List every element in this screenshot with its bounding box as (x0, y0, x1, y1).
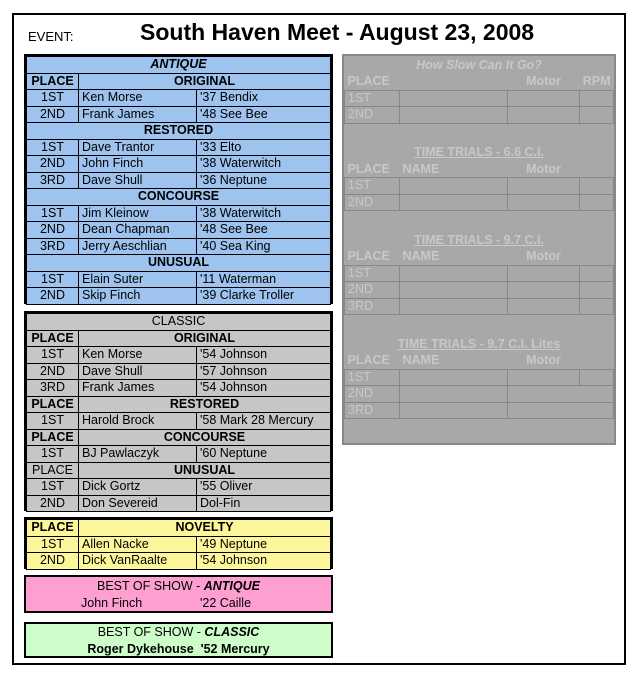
table-row (27, 553, 331, 570)
place-header: PLACE (27, 73, 79, 90)
tt66-place-header: PLACE (345, 162, 400, 178)
best-classic-winner-line (26, 641, 331, 658)
place-cell: 1ST (27, 446, 79, 463)
place-cell: 1ST (27, 347, 79, 364)
motor-cell: '48 See Bee (197, 222, 331, 239)
place-cell: 2ND (27, 553, 79, 570)
tt97-name-header: NAME (400, 249, 508, 265)
tt97-title: TIME TRIALS - 9.7 C.I. (345, 231, 614, 249)
motor-cell: '60 Neptune (197, 446, 331, 463)
motor-cell: '40 Sea King (197, 238, 331, 255)
place-cell: 1ST (345, 369, 400, 386)
place-cell: 1ST (27, 139, 79, 156)
place-cell: 3RD (345, 402, 400, 419)
table-row (27, 90, 331, 107)
table-row (27, 156, 331, 173)
table-row (27, 479, 331, 496)
place-header: PLACE (27, 520, 79, 537)
place-cell: 3RD (27, 238, 79, 255)
tt97l-title: TIME TRIALS - 9.7 C.I. Lites (345, 335, 614, 353)
name-cell: Ken Morse (79, 347, 197, 364)
place-cell: 2ND (27, 288, 79, 305)
motor-cell: '39 Clarke Troller (197, 288, 331, 305)
place-header: PLACE (27, 462, 79, 479)
name-cell: Jim Kleinow (79, 205, 197, 222)
place-cell: 1ST (27, 205, 79, 222)
table-row (27, 238, 331, 255)
place-cell: 2ND (345, 386, 400, 403)
best-antique-heading: BEST OF SHOW - ANTIQUE (97, 579, 260, 593)
place-cell: 2ND (27, 363, 79, 380)
name-cell: Dave Shull (79, 363, 197, 380)
motor-cell: '57 Johnson (197, 363, 331, 380)
table-row (27, 347, 331, 364)
tt97l-motor-header: Motor (508, 353, 580, 369)
motor-cell: '48 See Bee (197, 106, 331, 123)
name-cell: Frank James (79, 380, 197, 397)
event-label: EVENT: (28, 29, 74, 44)
place-cell: 1ST (345, 178, 400, 195)
best-classic-motor: '52 Mercury (200, 642, 270, 656)
table-row (345, 369, 614, 386)
place-cell: 2ND (27, 222, 79, 239)
table-row (345, 194, 614, 211)
place-cell: 2ND (27, 495, 79, 512)
motor-cell: '54 Johnson (197, 553, 331, 570)
motor-cell: '55 Oliver (197, 479, 331, 496)
name-cell: Allen Nacke (79, 536, 197, 553)
table-row (345, 282, 614, 299)
name-cell: Frank James (79, 106, 197, 123)
section-original: ORIGINAL (79, 330, 331, 347)
motor-cell: '38 Waterwitch (197, 205, 331, 222)
table-row (27, 363, 331, 380)
table-row (27, 222, 331, 239)
antique-title: ANTIQUE (27, 57, 331, 74)
table-row (27, 536, 331, 553)
place-cell: 1ST (345, 90, 400, 107)
best-antique-winner: John Finch (81, 596, 143, 610)
time-trials-panel (342, 54, 616, 445)
section-concourse: CONCOURSE (27, 189, 331, 206)
best-classic-heading: BEST OF SHOW - CLASSIC (97, 625, 260, 639)
table-row (27, 172, 331, 189)
page-title: South Haven Meet - August 23, 2008 (140, 19, 535, 45)
place-cell: 1ST (27, 90, 79, 107)
table-row (345, 178, 614, 195)
place-cell: 1ST (345, 265, 400, 282)
best-classic-winner: Roger Dykehouse (87, 642, 194, 656)
place-cell: 2ND (345, 282, 400, 299)
table-row (27, 139, 331, 156)
table-row (27, 495, 331, 512)
section-original: ORIGINAL (79, 73, 331, 90)
name-cell: Don Severeid (79, 495, 197, 512)
tt66-motor-header: Motor (508, 162, 580, 178)
table-row (345, 90, 614, 107)
motor-cell: '33 Elto (197, 139, 331, 156)
section-unusual: UNUSUAL (27, 255, 331, 272)
table-row (27, 288, 331, 305)
motor-cell: '11 Waterman (197, 271, 331, 288)
best-antique-winner-line (26, 595, 331, 612)
tt97-motor-header: Motor (508, 249, 580, 265)
best-antique-motor: '22 Caille (200, 596, 252, 610)
name-cell: Dave Shull (79, 172, 197, 189)
section-concourse: CONCOURSE (79, 429, 331, 446)
place-cell: 2ND (345, 194, 400, 211)
place-cell: 3RD (345, 298, 400, 315)
name-cell: John Finch (79, 156, 197, 173)
classic-panel (24, 311, 333, 511)
name-cell: Skip Finch (79, 288, 197, 305)
name-cell: BJ Pawlaczyk (79, 446, 197, 463)
place-cell: 3RD (27, 380, 79, 397)
slow-title: How Slow Can It Go? (345, 56, 614, 74)
place-header: PLACE (27, 429, 79, 446)
table-row (27, 380, 331, 397)
novelty-panel (24, 517, 333, 569)
motor-cell: '54 Johnson (197, 380, 331, 397)
table-row (27, 205, 331, 222)
name-cell: Dick Gortz (79, 479, 197, 496)
place-cell: 2ND (27, 156, 79, 173)
place-cell: 1ST (27, 479, 79, 496)
name-cell: Jerry Aeschlian (79, 238, 197, 255)
name-cell: Ken Morse (79, 90, 197, 107)
antique-panel (24, 54, 333, 304)
table-row (27, 271, 331, 288)
slow-motor-header: Motor (508, 74, 580, 90)
name-cell: Dick VanRaalte (79, 553, 197, 570)
motor-cell: '36 Neptune (197, 172, 331, 189)
place-cell: 1ST (27, 271, 79, 288)
table-row (27, 106, 331, 123)
motor-cell: '58 Mark 28 Mercury (197, 413, 331, 430)
tt97l-place-header: PLACE (345, 353, 400, 369)
tt97-place-header: PLACE (345, 249, 400, 265)
place-header: PLACE (27, 396, 79, 413)
table-row (345, 265, 614, 282)
name-cell: Dean Chapman (79, 222, 197, 239)
slow-rpm-header: RPM (580, 74, 614, 90)
slow-place-header: PLACE (345, 74, 400, 90)
table-row (345, 402, 614, 419)
place-cell: 1ST (27, 536, 79, 553)
place-cell: 2ND (345, 107, 400, 124)
table-row (345, 386, 614, 403)
best-of-show-classic (24, 622, 333, 658)
motor-cell: '38 Waterwitch (197, 156, 331, 173)
place-cell: 3RD (27, 172, 79, 189)
tt97l-name-header: NAME (400, 353, 508, 369)
table-row (27, 413, 331, 430)
place-header: PLACE (27, 330, 79, 347)
name-cell: Harold Brock (79, 413, 197, 430)
name-cell: Dave Trantor (79, 139, 197, 156)
best-of-show-antique (24, 575, 333, 613)
motor-cell: '54 Johnson (197, 347, 331, 364)
section-unusual: UNUSUAL (79, 462, 331, 479)
tt66-title: TIME TRIALS - 6.6 C.I. (345, 144, 614, 162)
table-row (27, 446, 331, 463)
section-novelty: NOVELTY (79, 520, 331, 537)
table-row (345, 107, 614, 124)
motor-cell: '37 Bendix (197, 90, 331, 107)
tt66-name-header: NAME (400, 162, 508, 178)
place-cell: 2ND (27, 106, 79, 123)
motor-cell: Dol-Fin (197, 495, 331, 512)
place-cell: 1ST (27, 413, 79, 430)
motor-cell: '49 Neptune (197, 536, 331, 553)
table-row (345, 298, 614, 315)
name-cell: Elain Suter (79, 271, 197, 288)
section-restored: RESTORED (79, 396, 331, 413)
classic-title: CLASSIC (27, 314, 331, 331)
section-restored: RESTORED (27, 123, 331, 140)
